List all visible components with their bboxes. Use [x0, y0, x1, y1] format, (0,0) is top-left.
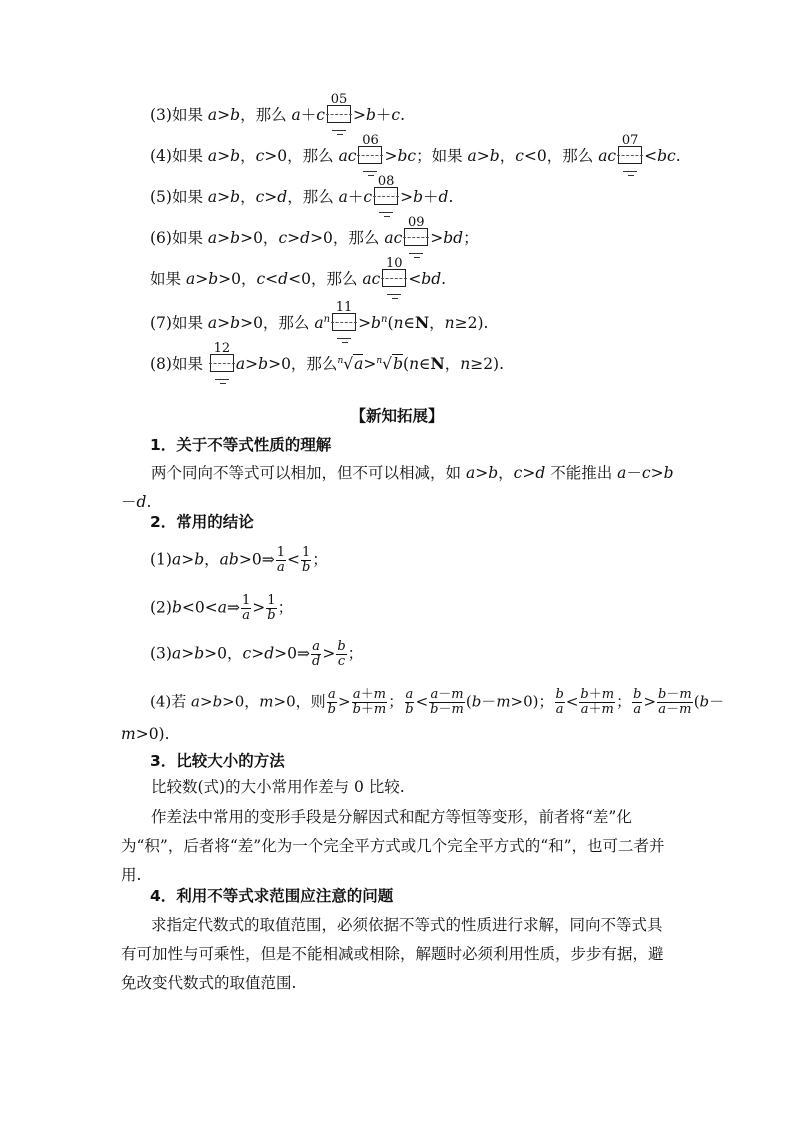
property-item-8: (8)如果 12 a>b>0，那么$^n$√a>$^n$√b(n∈N，n≥2).	[150, 350, 504, 375]
box-number: 06	[362, 133, 379, 148]
conclusion-1: (1)a>b，ab>0⇒ $\frac{1}{a}$ < $\frac{1}{b}$ ；	[150, 545, 328, 575]
conclusion-4-continued: m>0).	[121, 725, 170, 743]
answer-box	[327, 92, 351, 123]
property-item-6b: 如果 a>b>0，c<d<0，那么 ac 10 <bd.	[150, 268, 446, 290]
conclusion-2: (2)b<0<a⇒ $\frac{1}{a}$ > $\frac{1}{b}$ ；	[150, 593, 294, 623]
item-prefix: (7)如果	[150, 314, 208, 333]
heading-1: 1．关于不等式性质的理解	[150, 436, 332, 454]
conclusion-label: (3)	[150, 644, 172, 663]
answer-box	[382, 256, 406, 287]
conclusion-4: (4)若 a>b>0，m>0，则 $\frac{a}{b}$ > $\frac{a+m}{b+m}$ ； $\frac{a}{b}$ < $\frac{a-m}{b-m}$ (b－m>0)； $\frac{b}{a}$ < $\frac{b+m}{a+m}$ ； $\frac{b}{a}$ > $\frac{b-m}{a-m}$ (b－	[150, 687, 725, 717]
paragraph-1: 两个同向不等式可以相加，但不可以相减，如 a>b，c>d 不能推出 a－c>b－d.	[121, 464, 674, 511]
box-number: 12	[213, 341, 231, 356]
item-prefix: 如果	[150, 270, 186, 288]
box-number: 05	[330, 92, 348, 107]
paragraph-3b: 作差法中常用的变形手段是分解因式和配方等恒等变形，前者将“差”化为“积”，后者将“差”化为一个完全平方式或几个完全平方式的“和”，也可二者并用.	[121, 808, 665, 884]
paragraph-4: 求指定代数式的取值范围，必须依据不等式的性质进行求解，同向不等式具有可加性与可乘性，但是不能相减或相除，解题时必须利用性质，步步有据，避免改变代数式的取值范围.	[121, 916, 664, 992]
conclusion-label: (2)	[150, 598, 172, 617]
box-number: 09	[407, 215, 425, 230]
nth-root-a: $^n$√a	[337, 355, 364, 373]
answer-box	[358, 133, 382, 164]
natural-set-symbol: N	[430, 354, 445, 373]
heading-4: 4．利用不等式求范围应注意的问题	[150, 887, 394, 905]
property-item-7: (7)如果 a>b>0，那么 $a^n$ 11 $>b^n(n\in N$，n≥2).	[150, 309, 488, 334]
property-item-4: (4)如果 a>b，c>0，那么 ac 06 >bc；如果 a>b，c<0，那么 ac 07 <bc.	[150, 145, 681, 167]
paragraph-3a: 比较数(式)的大小常用作差与 0 比较.	[151, 778, 405, 796]
item-prefix: (4)如果	[150, 147, 208, 165]
answer-box	[618, 133, 642, 164]
conclusion-label: (1)	[150, 550, 172, 569]
property-item-3: (3)如果 a>b，那么 a＋c 05 >b＋c.	[150, 104, 405, 126]
nth-root-b: $^n$√b	[376, 355, 403, 373]
heading-2: 2．常用的结论	[150, 513, 254, 531]
conclusion-3: (3)a>b>0，c>d>0⇒ $\frac{a}{d}$ > $\frac{b}{c}$ ；	[150, 639, 364, 669]
conclusion-label: (4)若	[150, 692, 192, 711]
item-prefix: (6)如果	[150, 229, 208, 247]
property-item-6: (6)如果 a>b>0，c>d>0，那么 ac 09 >bd；	[150, 227, 479, 249]
answer-box	[210, 341, 234, 372]
item-prefix: (3)如果	[150, 106, 208, 124]
answer-box	[404, 215, 428, 246]
answer-box	[374, 174, 398, 205]
property-item-5: (5)如果 a>b，c>d，那么 a＋c 08 >b＋d.	[150, 186, 453, 208]
box-number: 11	[335, 300, 353, 316]
box-number: 08	[377, 174, 395, 189]
item-prefix: (8)如果	[150, 355, 208, 373]
item-mid-text: ；如果	[416, 147, 468, 165]
box-number: 07	[621, 133, 639, 148]
paragraph-1-text: 两个同向不等式可以相加，但不可以相减，如	[151, 464, 466, 482]
heading-3: 3．比较大小的方法	[150, 752, 285, 770]
section-title: 【新知拓展】	[350, 406, 444, 425]
natural-set-symbol: N	[414, 313, 430, 333]
answer-box	[332, 300, 356, 331]
box-number: 10	[386, 256, 403, 271]
item-prefix: (5)如果	[150, 188, 208, 206]
